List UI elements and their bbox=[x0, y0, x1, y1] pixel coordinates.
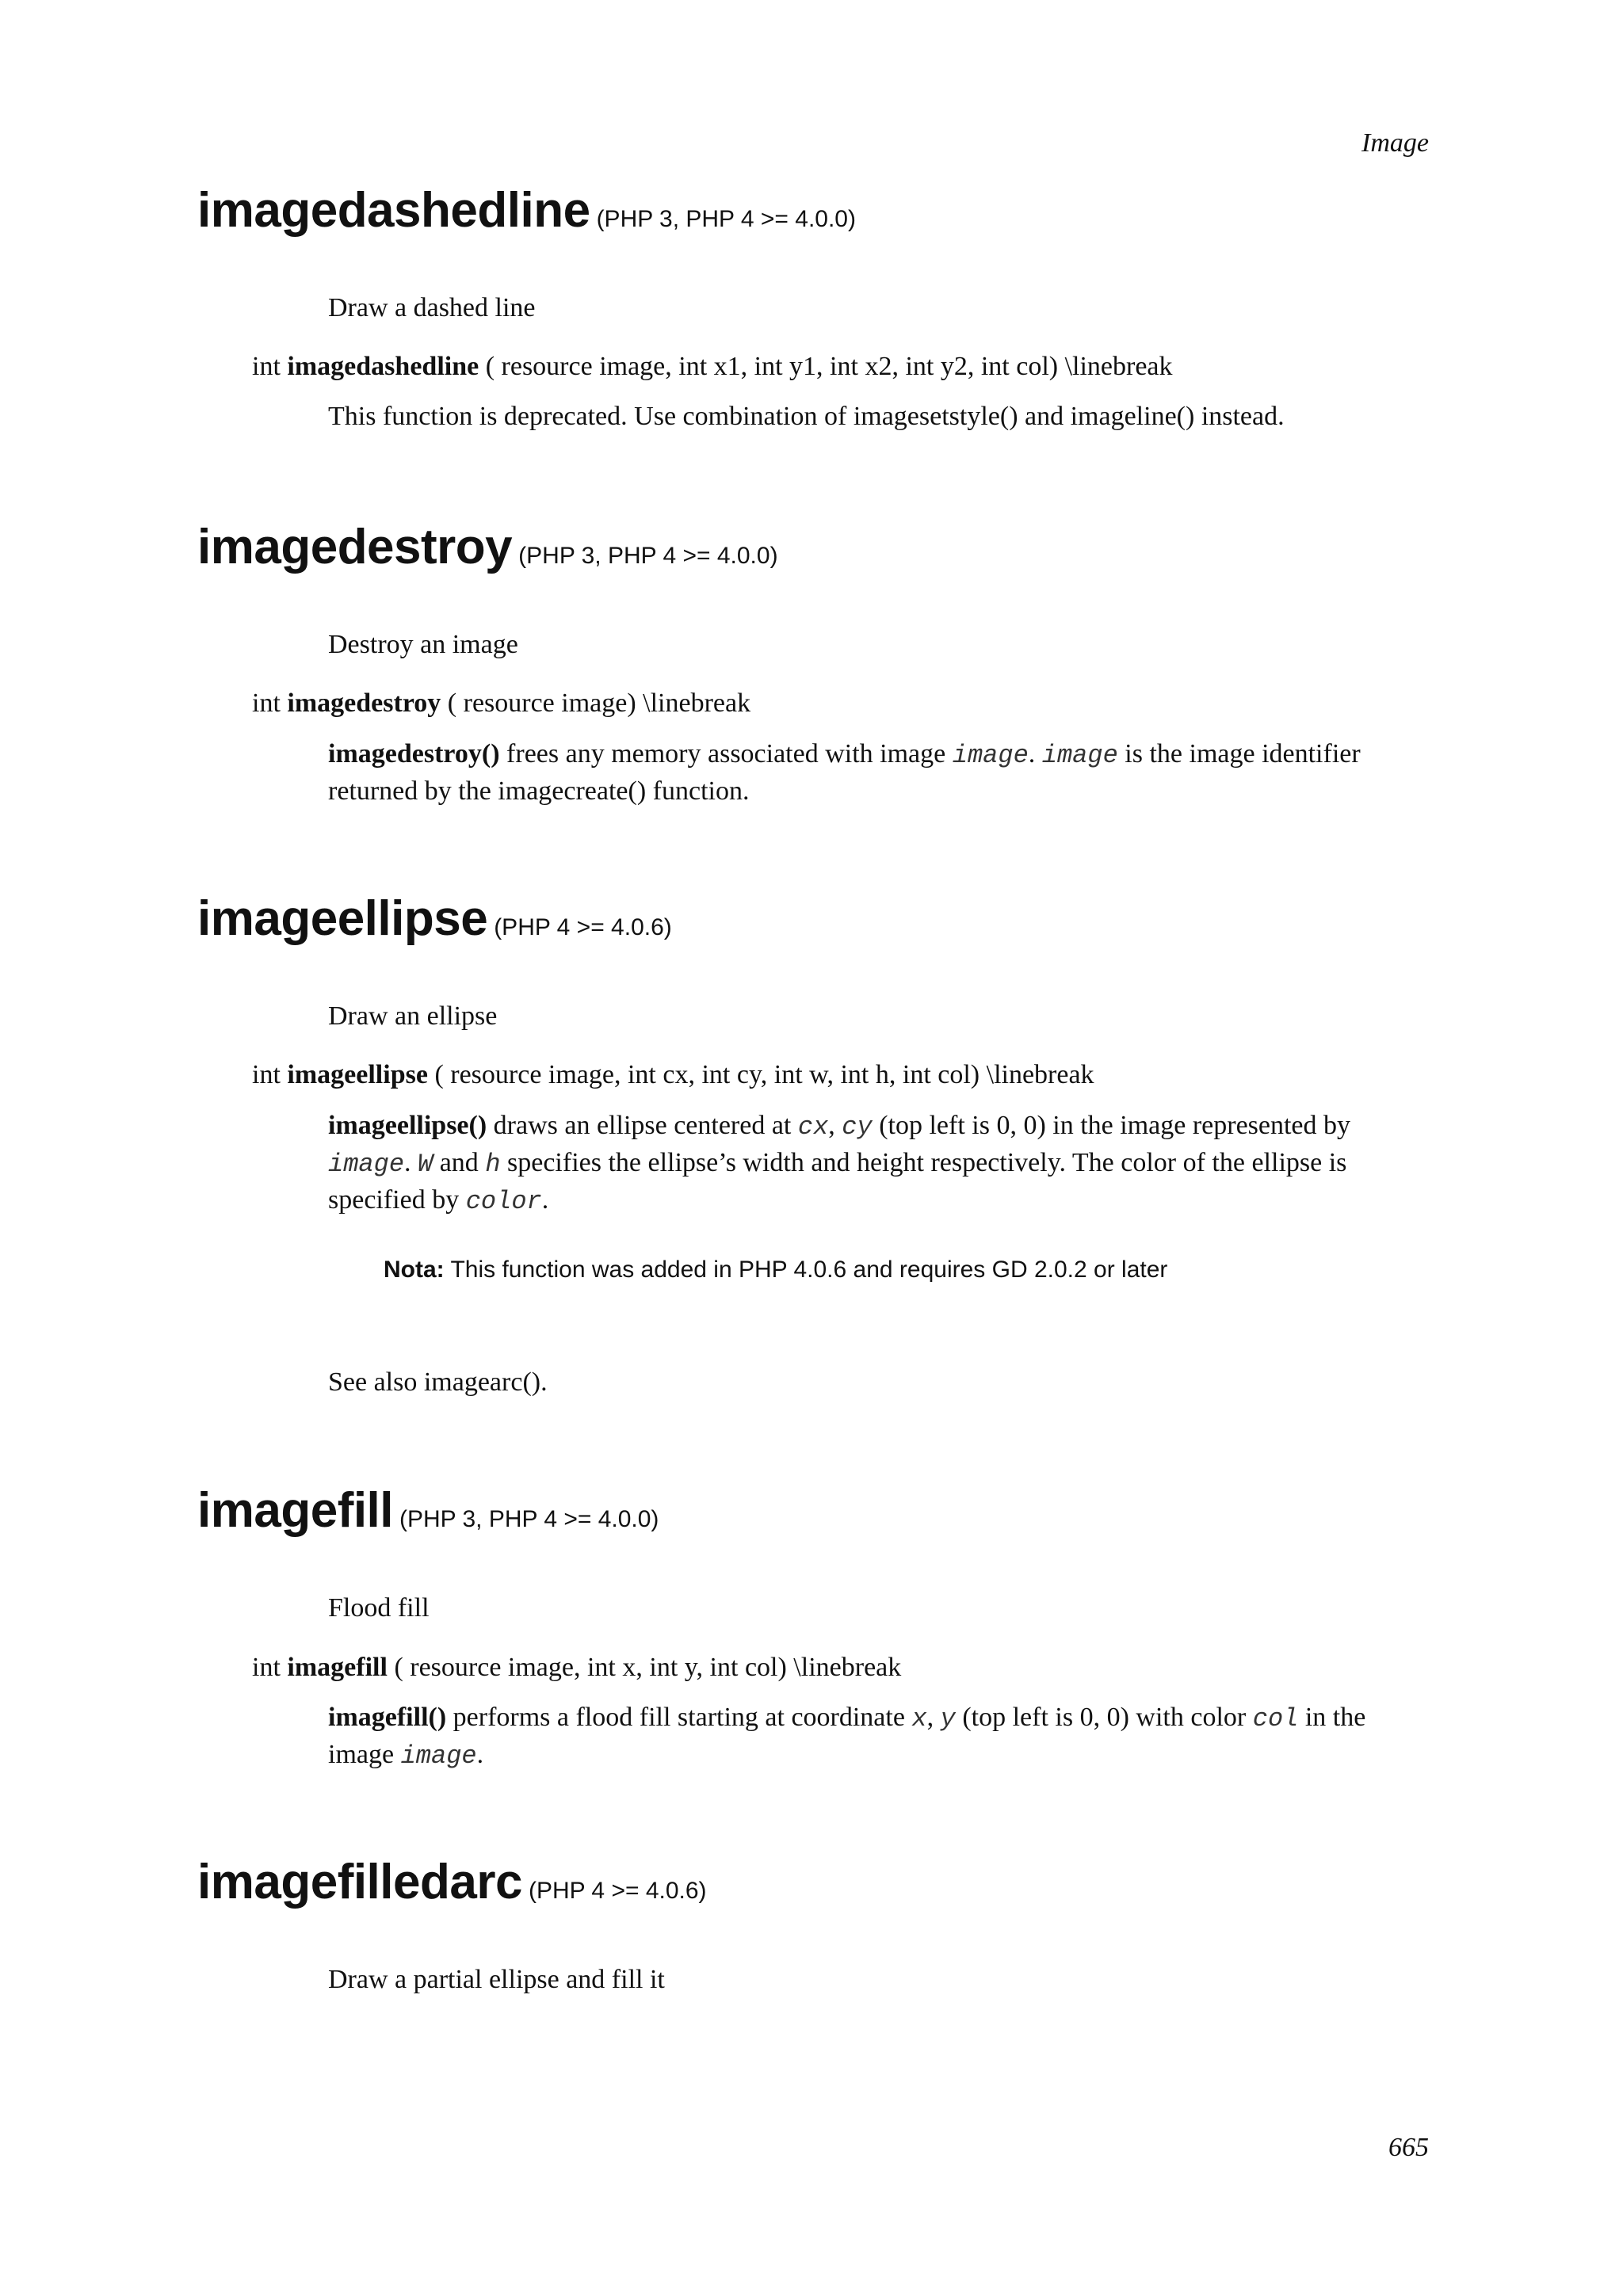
function-synopsis bbox=[252, 1653, 901, 1683]
function-purpose: Draw a dashed line bbox=[328, 293, 536, 322]
function-purpose: Flood fill bbox=[328, 1593, 430, 1623]
synopsis-params: ( resource image, int x1, int y1, int x2, int y2, int col) \linebreak bbox=[485, 352, 1173, 381]
version-info: (PHP 3, PHP 4 >= 4.0.0) bbox=[596, 206, 856, 232]
function-description: imagedestroy() frees any memory associated with image image. image is the image identifier returned by the imagecreate() function. bbox=[328, 739, 1361, 806]
param-ref: color bbox=[465, 1187, 542, 1216]
return-type: int bbox=[252, 1060, 281, 1089]
param-ref: x bbox=[911, 1704, 927, 1733]
function-title: imagedestroy bbox=[197, 520, 513, 574]
note-text: This function was added in PHP 4.0.6 and requires GD 2.0.2 or later bbox=[444, 1257, 1168, 1283]
return-type: int bbox=[252, 1653, 281, 1682]
entry-heading bbox=[197, 1854, 707, 1910]
function-purpose: Draw a partial ellipse and fill it bbox=[328, 1965, 665, 1994]
function-description: imagefill() performs a flood fill starting at coordinate x, y (top left is 0, 0) with color col in the image image. bbox=[328, 1703, 1366, 1771]
function-synopsis bbox=[252, 1060, 1094, 1090]
page-number: 665 bbox=[1388, 2133, 1429, 2162]
synopsis-params: ( resource image, int x, int y, int col) \linebreak bbox=[394, 1653, 902, 1682]
version-info: (PHP 3, PHP 4 >= 4.0.0) bbox=[399, 1506, 659, 1532]
function-title: imagefilledarc bbox=[197, 1855, 522, 1909]
param-ref: image bbox=[952, 741, 1029, 770]
param-ref: col bbox=[1252, 1704, 1299, 1733]
note-label: Nota: bbox=[384, 1257, 445, 1283]
synopsis-function-name: imagedashedline bbox=[287, 352, 479, 381]
param-ref: image bbox=[400, 1741, 477, 1771]
param-ref: y bbox=[940, 1704, 956, 1733]
synopsis-function-name: imagedestroy bbox=[287, 688, 441, 718]
param-ref: image bbox=[328, 1150, 405, 1179]
entry-heading bbox=[197, 1482, 659, 1539]
param-ref: cy bbox=[842, 1112, 873, 1142]
return-type: int bbox=[252, 688, 281, 718]
synopsis-params: ( resource image) \linebreak bbox=[447, 688, 751, 718]
synopsis-function-name: imagefill bbox=[287, 1653, 388, 1682]
function-title: imagedashedline bbox=[197, 183, 590, 238]
function-description: This function is deprecated. Use combination of imagesetstyle() and imageline() instead. bbox=[328, 402, 1285, 431]
synopsis-function-name: imageellipse bbox=[287, 1060, 428, 1089]
function-purpose: Destroy an image bbox=[328, 630, 518, 659]
see-also: See also imagearc(). bbox=[328, 1367, 548, 1397]
running-header: Image bbox=[1361, 128, 1429, 158]
desc-function-ref: imagedestroy() bbox=[328, 739, 500, 769]
desc-function-ref: imagefill() bbox=[328, 1703, 447, 1732]
version-info: (PHP 4 >= 4.0.6) bbox=[528, 1878, 707, 1904]
param-ref: image bbox=[1041, 741, 1118, 770]
version-info: (PHP 3, PHP 4 >= 4.0.0) bbox=[518, 543, 778, 569]
function-synopsis bbox=[252, 688, 750, 719]
param-ref: h bbox=[485, 1150, 501, 1179]
return-type: int bbox=[252, 352, 281, 381]
desc-function-ref: imageellipse() bbox=[328, 1111, 487, 1140]
note bbox=[384, 1257, 1167, 1283]
function-title: imagefill bbox=[197, 1483, 394, 1538]
function-title: imageellipse bbox=[197, 891, 488, 946]
function-purpose: Draw an ellipse bbox=[328, 1001, 498, 1031]
function-description: imageellipse() draws an ellipse centered at cx, cy (top left is 0, 0) in the image represented by image. W and h specifies the ellipse’s width and height respectively. The color of the ellipse is specified by color. bbox=[328, 1111, 1351, 1216]
entry-heading bbox=[197, 182, 856, 238]
param-ref: cx bbox=[797, 1112, 829, 1142]
entry-heading bbox=[197, 519, 778, 575]
synopsis-params: ( resource image, int cx, int cy, int w, int h, int col) \linebreak bbox=[434, 1060, 1094, 1089]
entry-heading bbox=[197, 891, 672, 947]
function-synopsis bbox=[252, 352, 1173, 382]
version-info: (PHP 4 >= 4.0.6) bbox=[494, 914, 672, 940]
param-ref: W bbox=[418, 1150, 433, 1179]
